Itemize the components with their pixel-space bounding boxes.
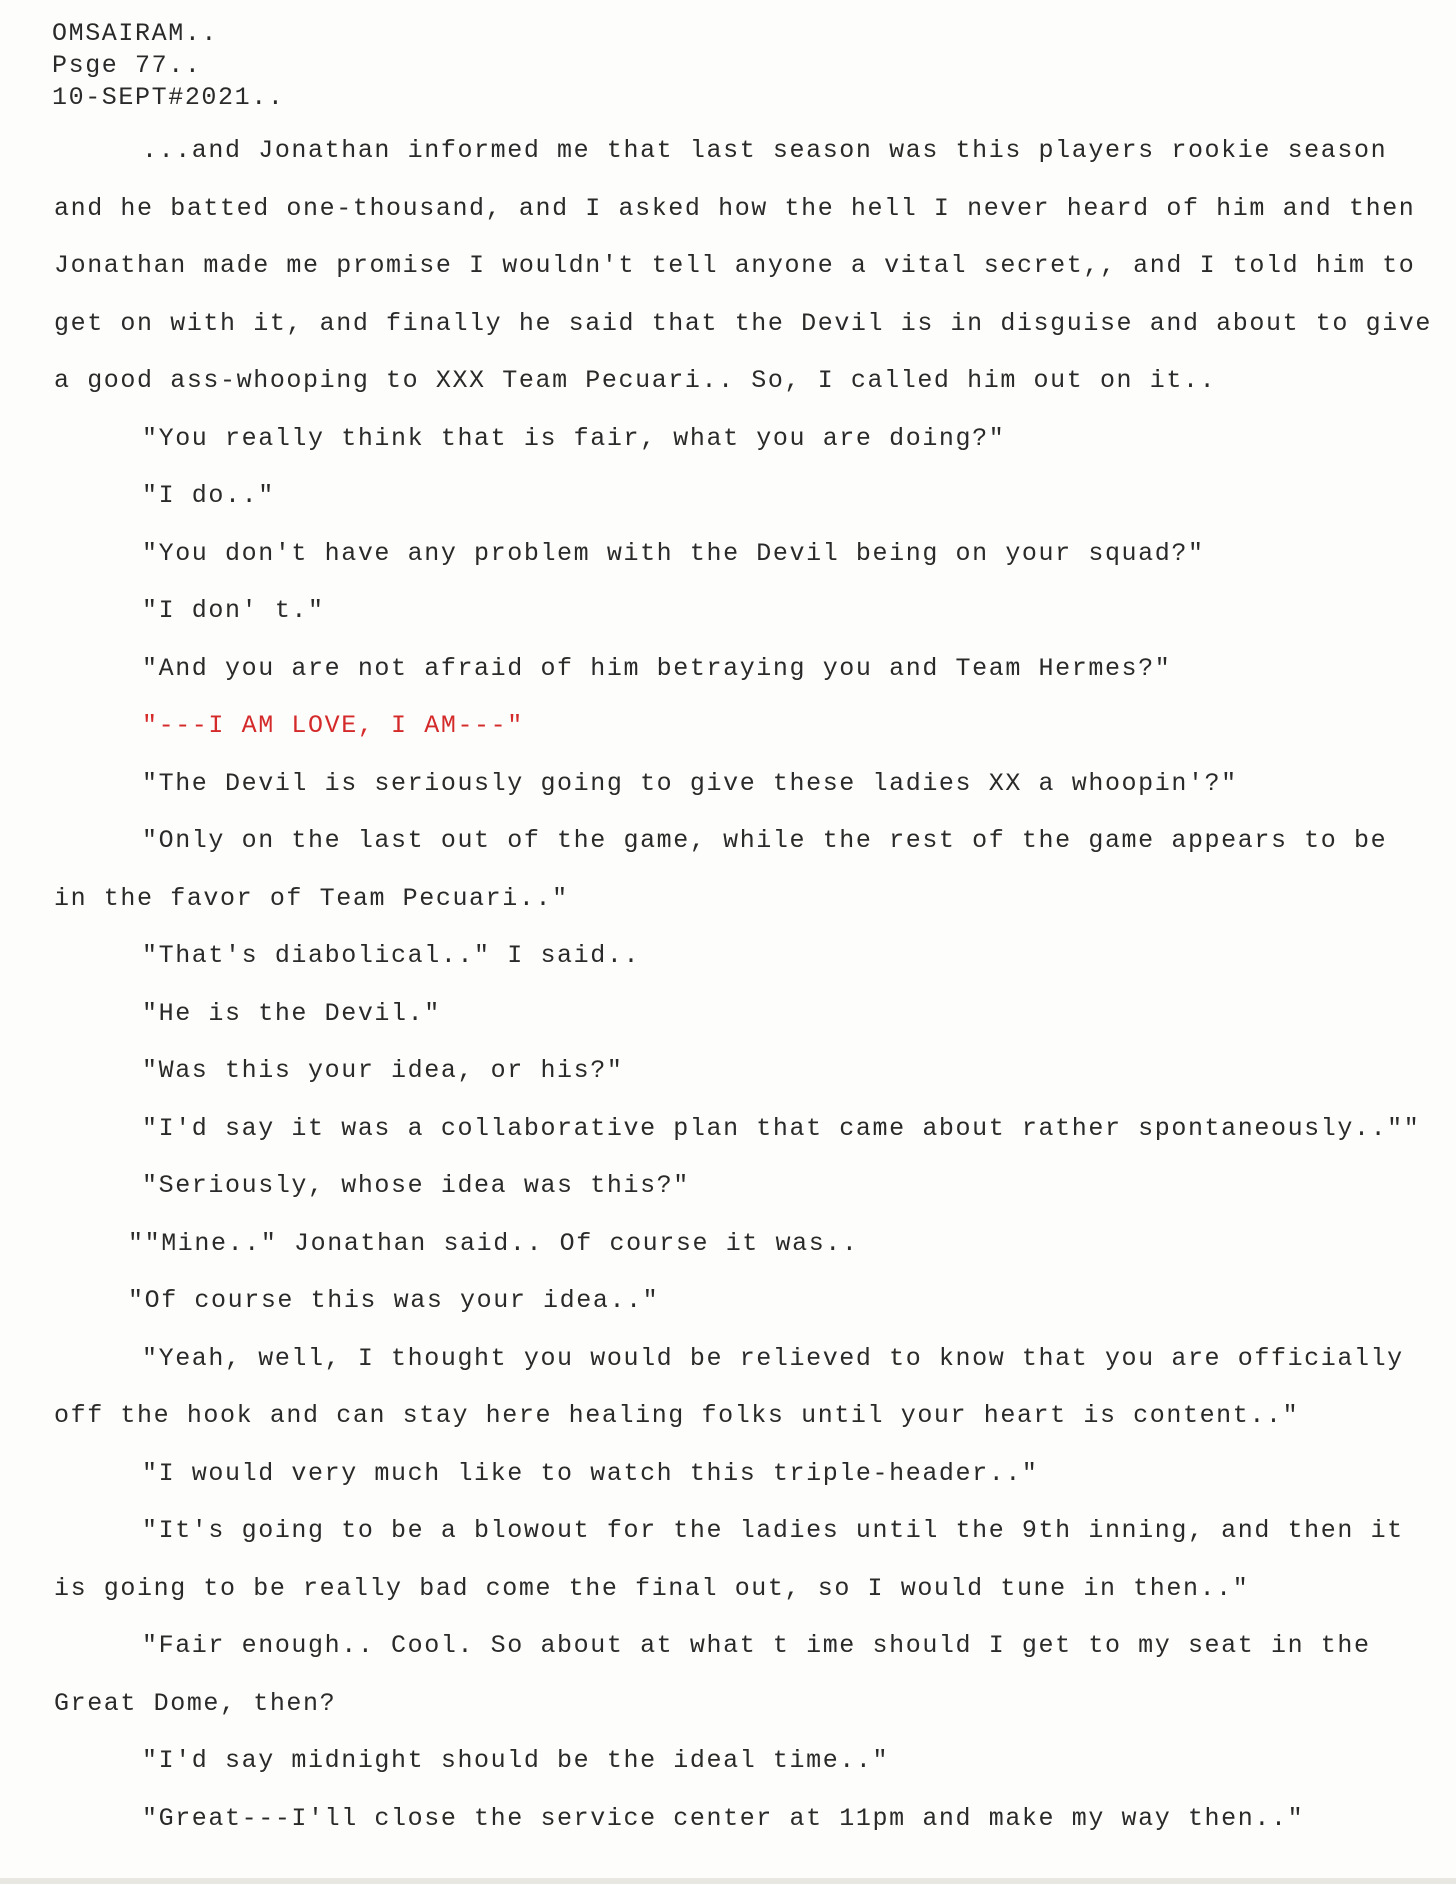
dialogue-line: "I would very much like to watch this triple-header.." — [142, 1458, 1039, 1488]
dialogue-line: ""Mine.." Jonathan said.. Of course it was.. — [128, 1228, 859, 1258]
dialogue-line: "Great---I'll close the service center at 11pm and make my way then.." — [142, 1803, 1305, 1833]
dialogue-line: "You really think that is fair, what you are doing?" — [142, 423, 1006, 453]
dialogue-line: "I'd say it was a collaborative plan that came about rather spontaneously.."" — [142, 1113, 1421, 1143]
header-line-date: 10-SEPT#2021.. — [52, 83, 285, 112]
dialogue-line: "I'd say midnight should be the ideal time.." — [142, 1746, 890, 1775]
dialogue-line: "Yeah, well, I thought you would be relieved to know that you are officially off the hook and can stay here healing folks until your heart is content.." — [54, 1343, 1404, 1430]
dialogue-line: "You don't have any problem with the Devil being on your squad?" — [142, 538, 1205, 568]
dialogue-line: "It's going to be a blowout for the ladies until the 9th inning, and then it is going to be really bad come the final out, so I would tune in then.." — [54, 1516, 1404, 1603]
paragraph-opening: ...and Jonathan informed me that last season was this players rookie season and he batted one-thousand, and I asked how the hell I never heard of him and then Jonathan made me promise I wouldn't tell anyone a vital secret,, and I told him to get on with it, and finally he said that the Devil is in disguise and about to give a good ass-whooping to XXX Team Pecuari.. So, I called him out on it.. — [54, 136, 1433, 395]
dialogue-line: "The Devil is seriously going to give these ladies XX a whoopin'?" — [142, 768, 1238, 798]
page-bottom-edge — [0, 1878, 1456, 1884]
dialogue-line-red: "---I AM LOVE, I AM---" — [142, 711, 524, 740]
dialogue-line: "I don' t." — [142, 596, 325, 625]
dialogue-line: "I do.." — [142, 481, 275, 510]
dialogue-line: "Of course this was your idea.." — [128, 1286, 660, 1315]
dialogue-line: "Was this your idea, or his?" — [142, 1056, 624, 1085]
dialogue-line: "Only on the last out of the game, while the rest of the game appears to be in the favor of Team Pecuari.." — [54, 826, 1388, 913]
dialogue-line: "Seriously, whose idea was this?" — [142, 1171, 690, 1200]
dialogue-line: "And you are not afraid of him betraying you and Team Hermes?" — [142, 653, 1172, 683]
page-body — [54, 122, 1434, 1847]
dialogue-line: "That's diabolical.." I said.. — [142, 941, 641, 970]
page-header — [52, 18, 284, 114]
dialogue-line: "He is the Devil." — [142, 998, 441, 1028]
header-line-page-number: Psge 77.. — [52, 51, 202, 80]
header-line-omsairam: OMSAIRAM.. — [52, 19, 219, 48]
dialogue-line: "Fair enough.. Cool. So about at what t ime should I get to my seat in the Great Dome, then? — [54, 1631, 1371, 1718]
